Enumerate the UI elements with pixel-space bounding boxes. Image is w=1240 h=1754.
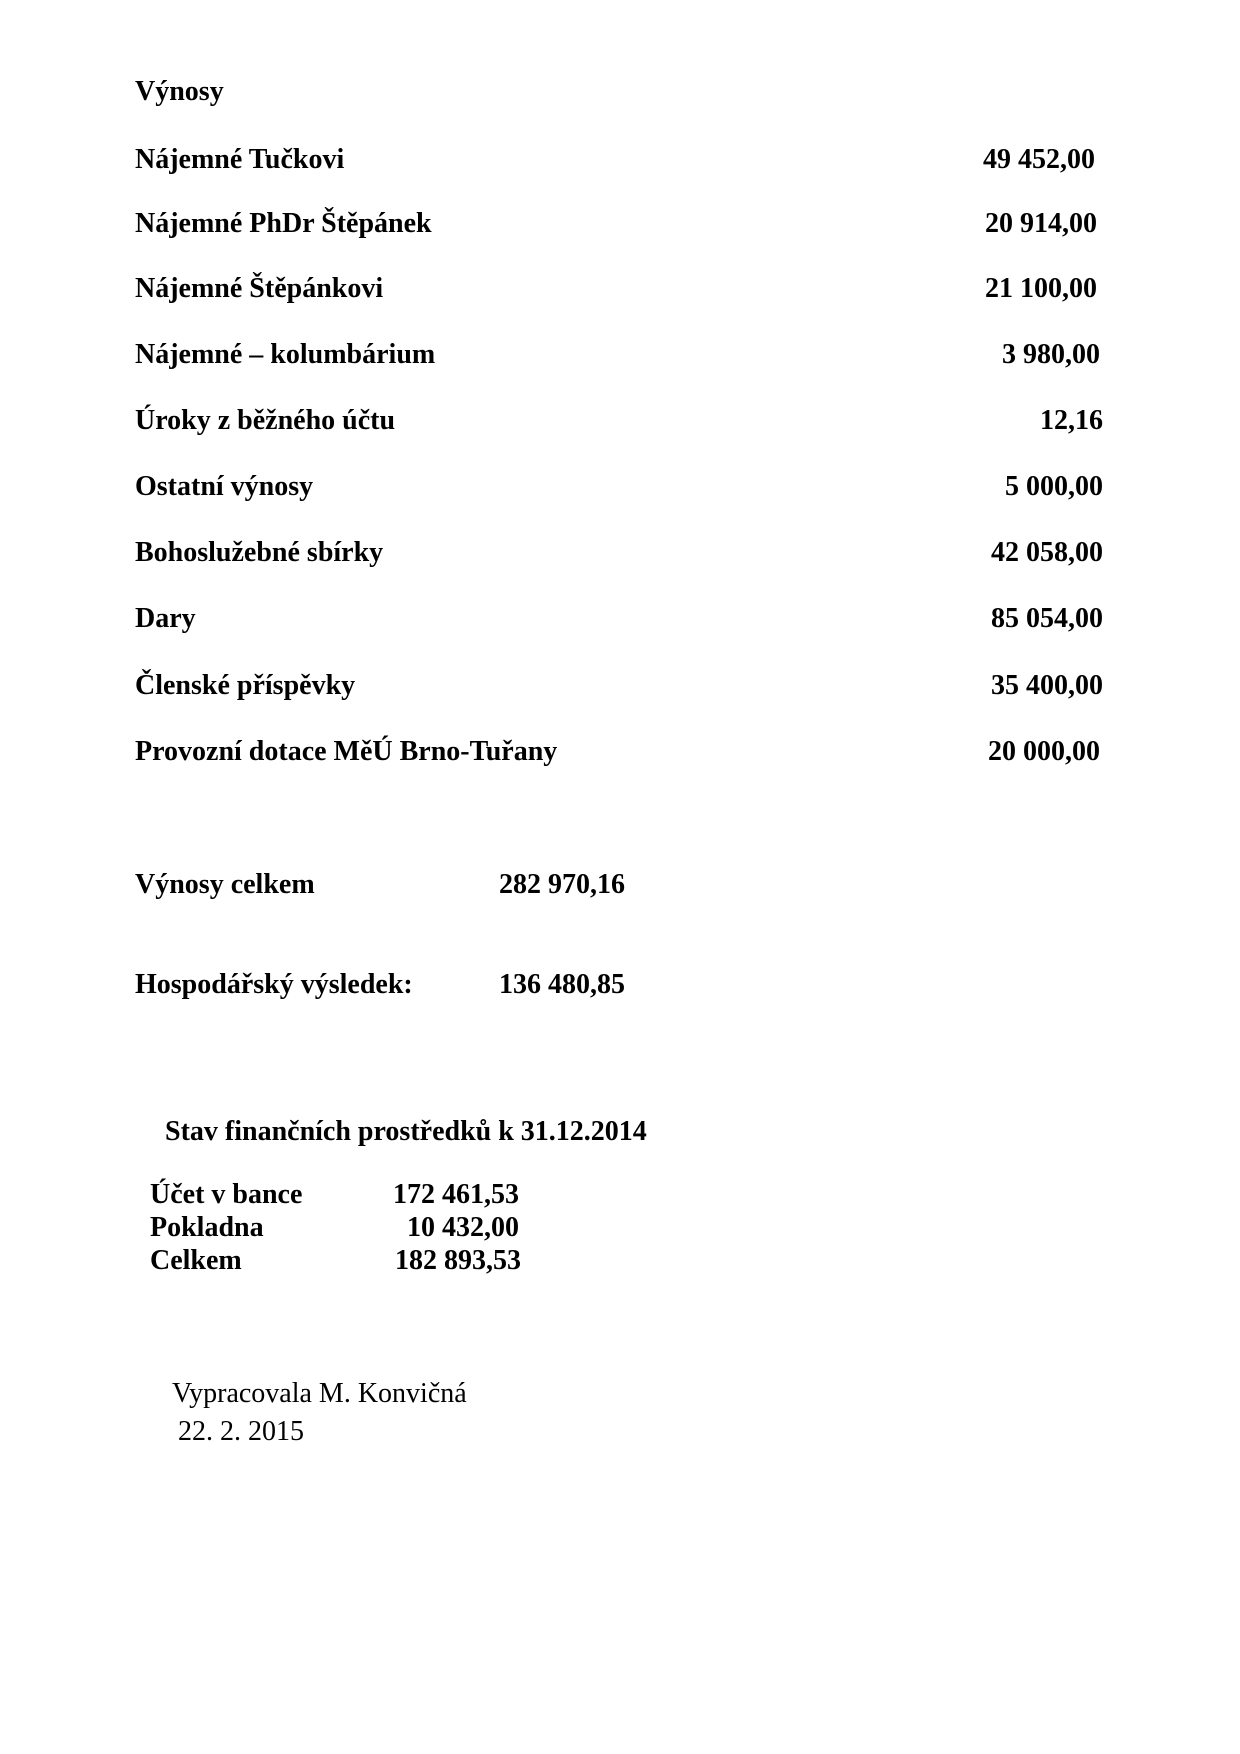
- income-value: 20 000,00: [988, 736, 1100, 767]
- income-row: [135, 467, 1103, 507]
- income-row: [135, 732, 1103, 772]
- funds-row: [150, 1211, 530, 1244]
- funds-value: 182 893,53: [395, 1245, 521, 1276]
- income-row: [135, 666, 1103, 706]
- income-value: 3 980,00: [1002, 339, 1100, 370]
- income-row: [135, 269, 1103, 309]
- income-row: [135, 533, 1103, 573]
- funds-label: Účet v bance: [150, 1179, 303, 1210]
- income-row: [135, 335, 1103, 375]
- income-value: 20 914,00: [985, 208, 1097, 239]
- funds-row: [150, 1178, 530, 1211]
- income-label: Ostatní výnosy: [135, 471, 314, 502]
- income-label: Provozní dotace MěÚ Brno-Tuřany: [135, 736, 558, 767]
- funds-label: Pokladna: [150, 1212, 264, 1243]
- income-label: Nájemné PhDr Štěpánek: [135, 208, 432, 239]
- income-row: [135, 599, 1103, 639]
- income-value: 49 452,00: [983, 144, 1095, 175]
- funds-label: Celkem: [150, 1245, 242, 1276]
- income-row: [135, 401, 1103, 441]
- funds-row: [150, 1244, 530, 1277]
- income-label: Nájemné – kolumbárium: [135, 339, 436, 370]
- income-label: Nájemné Štěpánkovi: [135, 273, 384, 304]
- funds-value: 172 461,53: [393, 1179, 519, 1210]
- income-label: Bohoslužebné sbírky: [135, 537, 384, 568]
- funds-value: 10 432,00: [407, 1212, 519, 1243]
- income-value: 35 400,00: [991, 670, 1103, 701]
- income-label: Úroky z běžného účtu: [135, 405, 396, 436]
- economic-result-label: Hospodářský výsledek:: [135, 969, 413, 1000]
- income-value: 21 100,00: [985, 273, 1097, 304]
- income-row: [135, 204, 1103, 244]
- income-value: 42 058,00: [991, 537, 1103, 568]
- income-total-value: 282 970,16: [499, 869, 625, 900]
- income-value: 85 054,00: [991, 603, 1103, 634]
- income-label: Dary: [135, 603, 196, 634]
- income-label: Nájemné Tučkovi: [135, 144, 345, 175]
- income-total-label: Výnosy celkem: [135, 869, 315, 900]
- funds-title: Stav finančních prostředků k 31.12.2014: [165, 1116, 647, 1147]
- income-label: Členské příspěvky: [135, 670, 356, 701]
- funds-table: [150, 1178, 530, 1277]
- income-row: [135, 140, 1103, 180]
- economic-result-value: 136 480,85: [499, 969, 625, 1000]
- prepared-date: 22. 2. 2015: [178, 1416, 304, 1447]
- prepared-by: Vypracovala M. Konvičná: [172, 1378, 467, 1409]
- section-heading: Výnosy: [135, 76, 224, 107]
- income-value: 5 000,00: [1005, 471, 1103, 502]
- income-value: 12,16: [1040, 405, 1103, 436]
